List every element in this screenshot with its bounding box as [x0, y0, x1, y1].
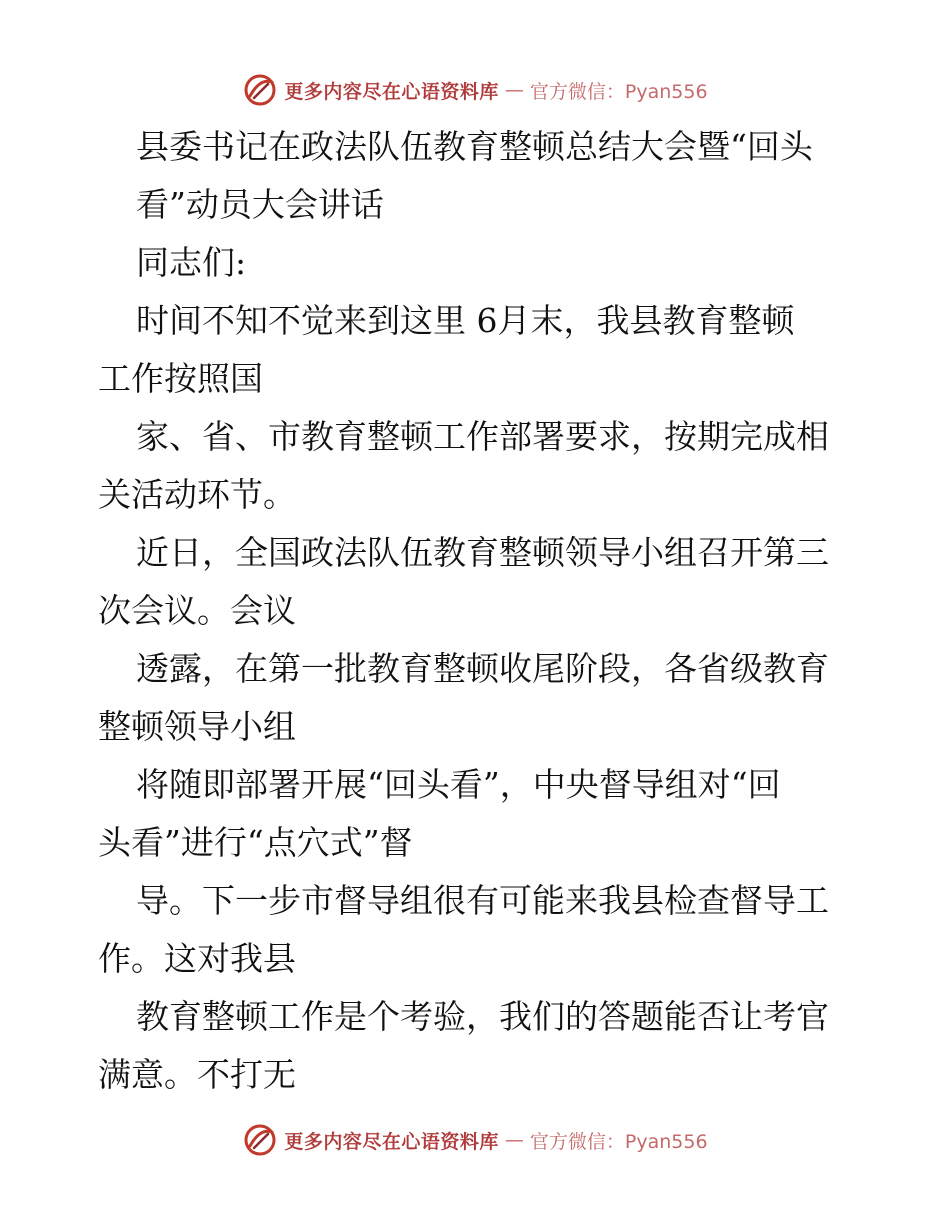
salutation: 同志们: [136, 243, 247, 282]
brush-pen-circle-icon [242, 72, 278, 108]
document-body [98, 118, 858, 1104]
paragraph-line: 整顿领导小组 [98, 707, 296, 746]
banner-brand-text: 更多内容尽在心语资料库 [284, 1130, 499, 1153]
banner-separator: — [504, 79, 524, 101]
header-banner [0, 70, 950, 110]
banner-brand-text: 更多内容尽在心语资料库 [284, 80, 499, 103]
banner-separator: — [504, 1129, 524, 1151]
paragraph-line: 导。下一步市督导组很有可能来我县检查督导工 [136, 881, 829, 920]
paragraph-line: 透露，在第一批教育整顿收尾阶段，各省级教育 [136, 649, 829, 688]
paragraph-line: 工作按照国 [98, 359, 263, 398]
paragraph-line: 头看”进行“点穴式”督 [98, 823, 413, 862]
paragraph-line: 近日，全国政法队伍教育整顿领导小组召开第三 [136, 533, 829, 572]
paragraph-line: 次会议。会议 [98, 591, 296, 630]
paragraph-line: 满意。不打无 [98, 1055, 296, 1094]
paragraph-line: 作。这对我县 [98, 939, 296, 978]
banner-wechat-text: 官方微信：Pyan556 [529, 1130, 708, 1153]
footer-banner [0, 1120, 950, 1160]
paragraph-line: 将随即部署开展“回头看”，中央督导组对“回 [136, 765, 781, 804]
paragraph-line: 关活动环节。 [98, 475, 296, 514]
banner-wechat-text: 官方微信：Pyan556 [529, 80, 708, 103]
brush-pen-circle-icon [242, 1122, 278, 1158]
title-line: 看”动员大会讲话 [136, 185, 384, 224]
paragraph-line: 家、省、市教育整顿工作部署要求，按期完成相 [136, 417, 829, 456]
paragraph-line: 教育整顿工作是个考验，我们的答题能否让考官 [136, 997, 829, 1036]
title-line: 县委书记在政法队伍教育整顿总结大会暨“回头 [136, 127, 813, 166]
paragraph-line: 时间不知不觉来到这里 6月末，我县教育整顿 [136, 301, 795, 340]
